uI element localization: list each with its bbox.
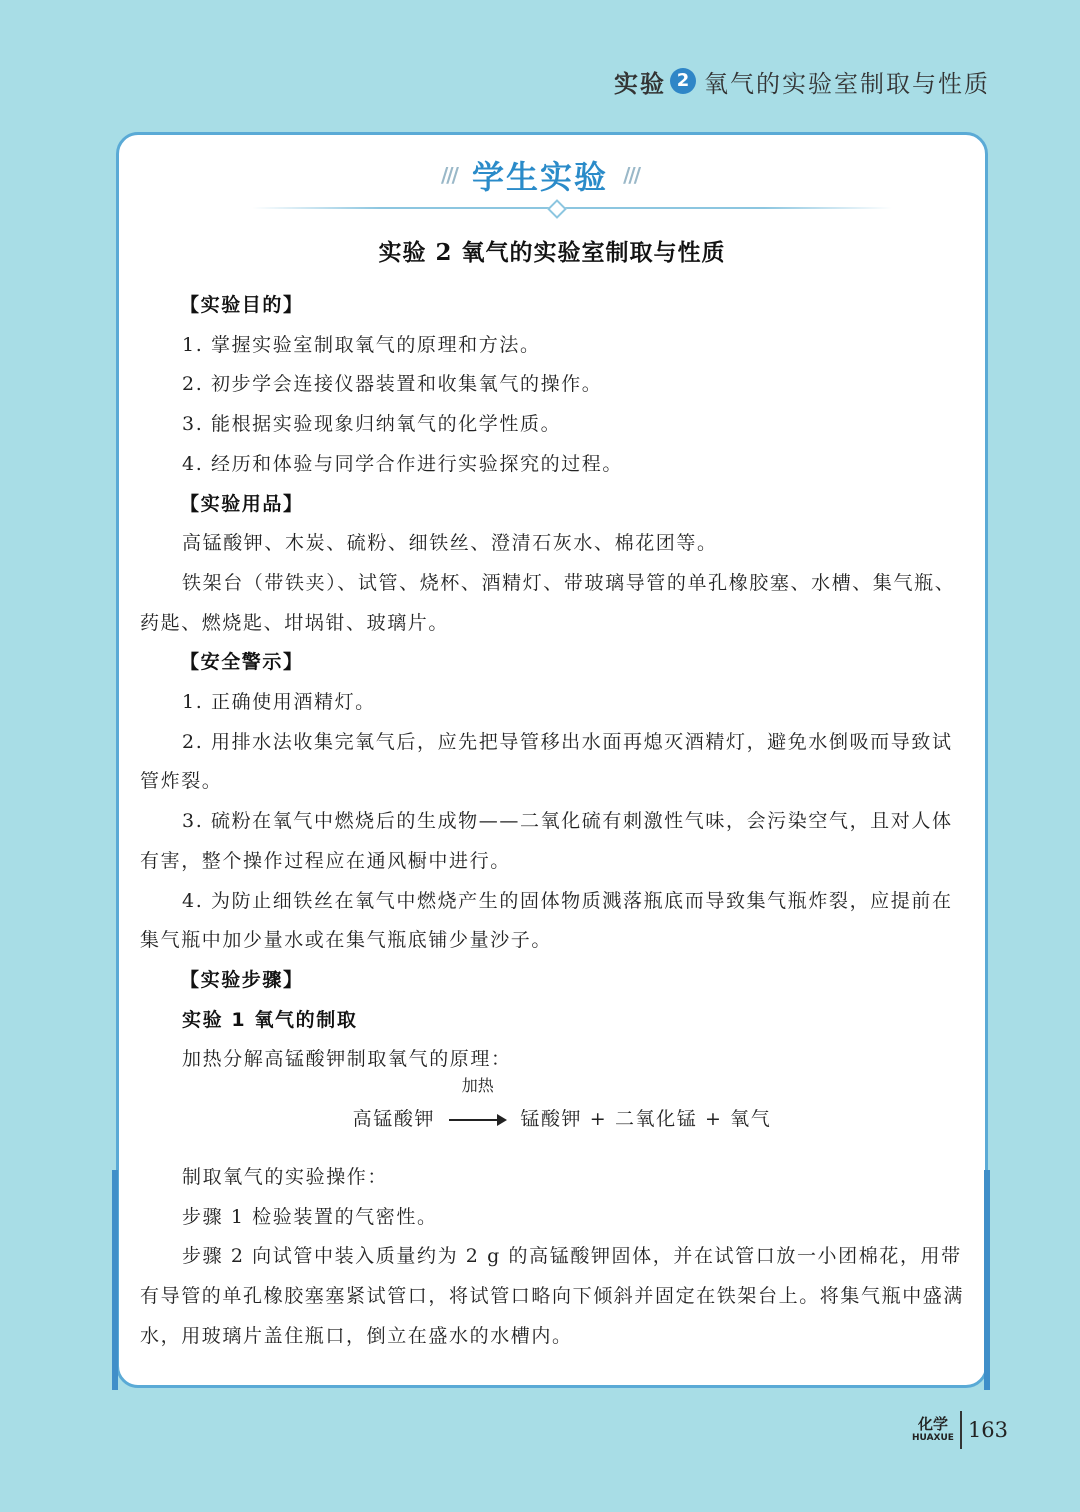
safety-item: 4. 为防止细铁丝在氧气中燃烧产生的固体物质溅落瓶底而导致集气瓶炸裂，应提前在集气瓶中加少量水或在集气瓶底铺少量沙子。	[140, 889, 953, 952]
running-header	[614, 64, 990, 98]
supplies-item: 铁架台（带铁夹）、试管、烧杯、酒精灯、带玻璃导管的单孔橡胶塞、水槽、集气瓶、药匙、燃烧匙、坩埚钳、玻璃片。	[140, 571, 956, 634]
experiment-content	[140, 286, 968, 1357]
reaction-equation	[140, 1076, 968, 1158]
page-number: 163	[967, 1418, 1009, 1442]
step-item: 步骤 2 向试管中装入质量约为 2 g 的高锰酸钾固体，并在试管口放一小团棉花，用带有导管的单孔橡胶塞塞紧试管口，将试管口略向下倾斜并固定在铁架台上。将集气瓶中盛满水，用玻璃片盖住瓶口，倒立在盛水的水槽内。	[140, 1245, 965, 1347]
operation-intro: 制取氧气的实验操作：	[182, 1166, 389, 1189]
banner-right-ticks-icon: ///	[623, 163, 640, 187]
step-item: 步骤 1 检验装置的气密性。	[182, 1205, 438, 1228]
principle-intro: 加热分解高锰酸钾制取氧气的原理：	[182, 1048, 512, 1071]
purpose-item: 3. 能根据实验现象归纳氧气的化学性质。	[182, 413, 562, 436]
safety-item: 1. 正确使用酒精灯。	[182, 691, 376, 714]
experiment-number-badge: 2	[670, 68, 696, 94]
safety-item: 2. 用排水法收集完氧气后，应先把导管移出水面再熄灭酒精灯，避免水倒吸而导致试管炸裂。	[140, 730, 953, 793]
purpose-heading: 【实验目的】	[180, 294, 304, 316]
supplies-item: 高锰酸钾、木炭、硫粉、细铁丝、澄清石灰水、棉花团等。	[182, 532, 718, 555]
panel-left-stripe	[112, 1170, 118, 1390]
page-footer	[912, 1410, 1008, 1450]
footer-divider	[960, 1411, 962, 1449]
equation-reactant: 高锰酸钾	[352, 1108, 436, 1131]
reaction-arrow-icon	[449, 1076, 507, 1130]
section-banner-title: 学生实验	[471, 158, 608, 196]
safety-item: 3. 硫粉在氧气中燃烧后的生成物——二氧化硫有刺激性气味，会污染空气，且对人体有害，整个操作过程应在通风橱中进行。	[140, 810, 953, 872]
supplies-heading: 【实验用品】	[180, 492, 304, 515]
experiment-title: 实验 2 氧气的实验室制取与性质	[378, 239, 726, 266]
purpose-item: 1. 掌握实验室制取氧气的原理和方法。	[182, 333, 541, 356]
purpose-item: 2. 初步学会连接仪器装置和收集氧气的操作。	[182, 373, 603, 396]
running-header-title: 氧气的实验室制取与性质	[704, 69, 990, 98]
subject-logo	[912, 1417, 954, 1443]
equation-condition: 加热	[461, 1076, 494, 1096]
subject-cn: 化学	[917, 1415, 948, 1433]
banner-divider	[252, 207, 892, 209]
banner-left-ticks-icon: ///	[440, 163, 457, 187]
subject-en: HUAXUE	[912, 1433, 954, 1443]
purpose-item: 4. 经历和体验与同学合作进行实验探究的过程。	[182, 452, 623, 475]
panel-right-stripe	[984, 1170, 990, 1390]
equation-products: 锰酸钾 + 二氧化锰 + 氧气	[520, 1108, 772, 1131]
steps-subheading: 实验 1 氧气的制取	[182, 1008, 358, 1031]
section-banner	[0, 152, 1080, 198]
running-header-prefix: 实验	[614, 69, 666, 98]
safety-heading: 【安全警示】	[180, 651, 304, 674]
steps-heading: 【实验步骤】	[180, 968, 304, 991]
